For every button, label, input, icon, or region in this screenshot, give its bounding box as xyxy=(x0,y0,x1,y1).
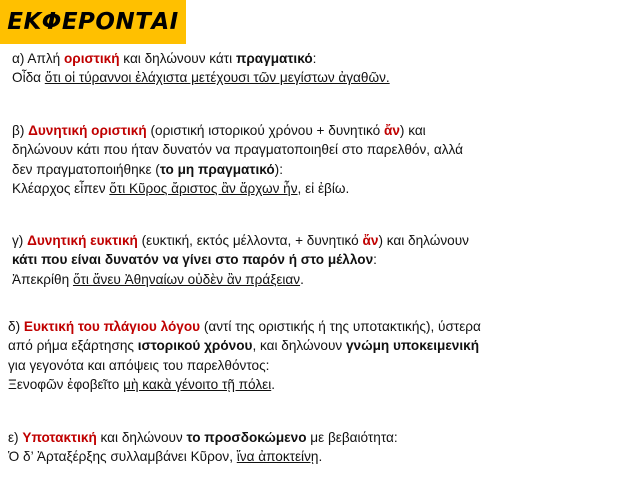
text-segment: ): xyxy=(274,161,283,177)
example-quote: ὅτι οἱ τύραννοι ἐλάχιστα μετέχουσι τῶν μεγίστων ἀγαθῶν. xyxy=(44,70,390,86)
section-b xyxy=(8,121,638,198)
text-segment: α) Απλή xyxy=(12,51,64,66)
text-segment: με βεβαιότητα: xyxy=(306,430,398,445)
text-line xyxy=(8,375,634,394)
text-line xyxy=(12,231,638,250)
text-segment: ) και xyxy=(399,123,426,138)
example-quote: μὴ κακὰ γένοιτο τῇ πόλει xyxy=(123,376,272,392)
text-segment: , και δηλώνουν xyxy=(252,338,346,354)
example-quote: ὅτι Κῦρος ἄριστος ἂν ἄρχων ἦν xyxy=(109,180,298,196)
highlight-term: ἄν xyxy=(362,233,379,248)
highlight-term: Ευκτική του πλάγιου λόγου xyxy=(23,319,201,334)
text-segment: ε) xyxy=(8,430,23,445)
emphasis-text: το μη πραγματικό xyxy=(159,161,275,177)
text-line xyxy=(12,160,638,179)
section-a xyxy=(8,49,638,88)
text-segment: : xyxy=(312,51,317,66)
section-d xyxy=(8,317,634,394)
emphasis-text: το προσδοκώμενο xyxy=(186,430,307,445)
text-line xyxy=(12,179,638,198)
text-line xyxy=(8,356,634,375)
text-line xyxy=(8,447,634,466)
title-banner xyxy=(0,0,186,44)
text-segment: , εἰ ἐβίω. xyxy=(297,180,350,196)
emphasis-text: κάτι που είναι δυνατόν να γίνει στο παρόν ή στο μέλλον xyxy=(12,252,374,268)
text-segment: β) xyxy=(12,123,29,138)
text-segment: (αντί της οριστικής ή της υποτακτικής), ύστερα xyxy=(200,319,481,334)
example-quote: ἵνα ἀποκτείνῃ xyxy=(236,449,319,465)
text-line xyxy=(12,121,638,140)
text-line xyxy=(8,317,634,336)
text-segment: Κλέαρχος εἶπεν xyxy=(12,180,110,196)
text-segment: Ἀπεκρίθη xyxy=(12,271,73,287)
text-segment: γ) xyxy=(12,233,28,248)
example-quote: ὅτι ἄνευ Ἀθηναίων οὐδὲν ἂν πράξειαν xyxy=(72,271,301,287)
text-segment: και δηλώνουν κάτι xyxy=(119,51,236,66)
text-segment: Ξενοφῶν ἐφοβεῖτο xyxy=(8,376,124,392)
emphasis-text: γνώμη υποκειμενική xyxy=(345,338,480,354)
emphasis-text: πραγματικό xyxy=(235,51,313,66)
text-line xyxy=(12,270,638,289)
text-segment: Οἶδα xyxy=(12,70,45,86)
text-segment: δεν πραγματοποιήθηκε ( xyxy=(12,161,160,177)
highlight-term: Δυνητική οριστική xyxy=(28,123,147,138)
highlight-term: Δυνητική ευκτική xyxy=(27,233,138,248)
text-segment: : xyxy=(373,252,377,268)
text-segment: για γεγονότα και απόψεις του παρελθόντος: xyxy=(8,357,270,373)
text-line xyxy=(12,68,638,87)
text-segment: Ὁ δ’ Ἀρταξέρξης συλλαμβάνει Κῦρον, xyxy=(8,449,237,465)
section-c xyxy=(8,231,638,289)
text-line xyxy=(12,49,638,68)
text-segment: ) και δηλώνουν xyxy=(378,233,469,248)
text-segment: και δηλώνουν xyxy=(96,430,187,445)
text-segment: . xyxy=(271,376,275,392)
text-segment: δηλώνουν κάτι που ήταν δυνατόν να πραγματοποιηθεί στο παρελθόν, αλλά xyxy=(12,142,463,158)
text-line xyxy=(12,140,638,159)
emphasis-text: ιστορικού χρόνου xyxy=(137,338,253,354)
text-line xyxy=(12,250,638,269)
text-segment: (ευκτική, εκτός μέλλοντα, + δυνητικό xyxy=(137,233,363,248)
highlight-term: ἄν xyxy=(383,123,400,138)
highlight-term: οριστική xyxy=(64,51,120,66)
text-line xyxy=(8,336,634,355)
highlight-term: Υποτακτική xyxy=(22,430,97,445)
text-segment: . xyxy=(300,271,304,287)
text-segment: από ρήμα εξάρτησης xyxy=(8,338,138,354)
section-e xyxy=(8,428,634,467)
text-segment: (οριστική ιστορικού χρόνου + δυνητικό xyxy=(146,123,384,138)
text-line xyxy=(8,428,634,447)
page-title: ΕΚΦΕΡΟΝΤΑΙ xyxy=(7,9,179,35)
text-segment: . xyxy=(318,449,323,465)
text-segment: δ) xyxy=(8,319,24,334)
